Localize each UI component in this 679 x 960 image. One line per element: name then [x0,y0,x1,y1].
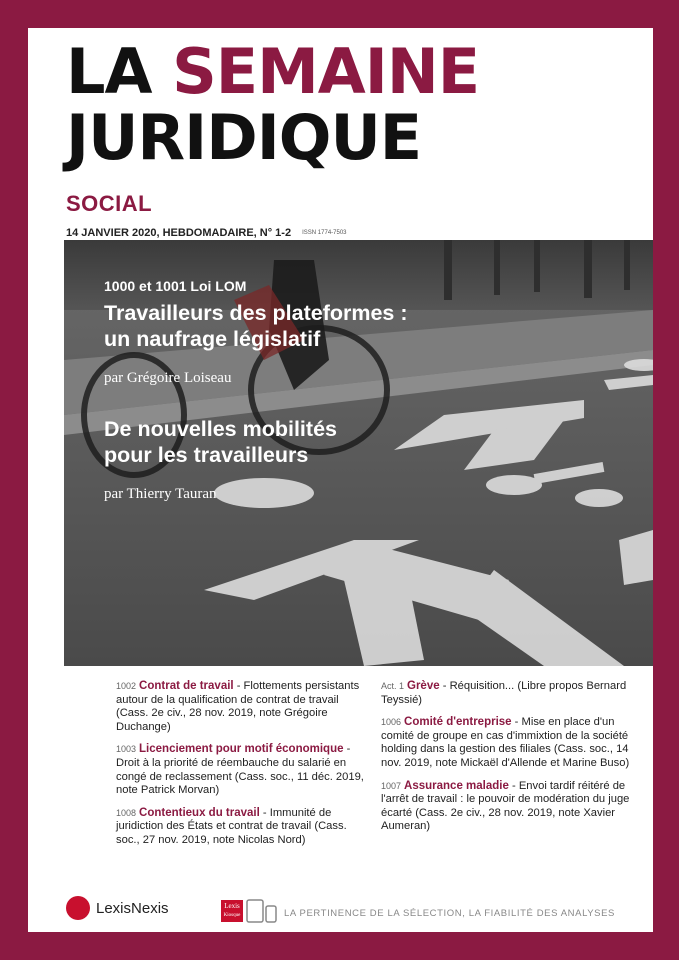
item-number: 1007 [381,780,402,791]
item-title: Grève [407,680,440,692]
footer-tagline: LA PERTINENCE DE LA SÉLECTION, LA FIABILITÉ DES ANALYSES [283,908,615,919]
item-number: Act. 1 [381,681,405,691]
lexis-kiosque-badge[interactable] [221,900,243,922]
item-title: Contentieux du travail [139,806,260,819]
devices-icon [246,899,278,923]
kiosk-label-2: Kiosque [223,913,241,918]
lexisnexis-logo-icon [66,896,90,920]
cover-photo [64,240,653,666]
item-number: 1006 [381,717,402,728]
summary-item[interactable] [381,780,631,834]
item-text: - Flottements persistants autour de la qualification de contrat de travail (Cass. 2e civ., 28 nov. 2019, note Grégoire Duchange) [116,680,360,733]
item-text: - Immunité de juridiction des États et contrat de travail (Cass. soc., 27 nov. 2019, note Nicolas Nord) [116,806,347,846]
cover-kicker: 1000 et 1001 Loi LOM [104,278,247,294]
title-juridique: JURIDIQUE [66,101,422,174]
tablet-icon [247,900,263,922]
brand-name: LexisNexis [96,899,169,917]
summary-column-right [381,680,631,843]
item-text: - Mise en place d'un comité de groupe en cas d'immixtion de la société holding dans la gestion des filiales (Cass. soc., 14 nov. 2019, note Mickaël d'Allende et Marine Buso) [381,716,630,769]
summary-item[interactable] [116,807,366,848]
masthead-title-line1 [66,35,480,108]
article1-author: par Grégoire Loiseau [104,370,232,386]
item-title: Licenciement pour motif économique [139,743,344,756]
item-number: 1002 [116,681,137,691]
item-title: Assurance maladie [404,779,509,792]
article2-title-line1: De nouvelles mobilités [104,417,337,441]
article1-title-line1: Travailleurs des plateformes : [104,301,408,325]
item-text: - Réquisition... (Libre propos Bernard Teyssié) [381,680,627,706]
summary-column-left [116,680,366,857]
article2-title[interactable] [104,416,337,468]
item-title: Contrat de travail [139,680,234,692]
article1-title[interactable] [104,300,408,352]
phone-icon [266,906,276,922]
article1-title-line2: un naufrage législatif [104,327,321,351]
lexisnexis-logo[interactable] [66,896,169,920]
summary-item[interactable] [116,743,366,797]
item-number: 1008 [116,807,137,818]
title-semaine: SEMAINE [172,35,480,108]
kiosk-label-1: Lexis [224,902,240,910]
article2-author: par Thierry Tauran [104,486,217,502]
article2-title-line2: pour les travailleurs [104,443,309,467]
issue-line [66,227,347,239]
item-title: Comité d'entreprise [404,716,512,729]
summary-item[interactable] [381,680,631,707]
item-number: 1003 [116,744,137,755]
item-text: - Droit à la priorité de réembauche du salarié en congé de reclassement (Cass. soc., 11 déc. 2019, note Patrick Morvan) [116,743,364,797]
cover-page [28,28,653,932]
issn: ISSN 1774-7503 [302,230,347,237]
item-text: - Envoi tardif réitéré de l'arrêt de travail : le pouvoir de modération du juge écarté (Cass. 2e civ., 28 nov. 2019, note Xavier Aumeran) [381,779,630,833]
summary-item[interactable] [116,680,366,734]
title-la: LA [66,35,152,108]
section-label: SOCIAL [66,191,153,216]
summary-item[interactable] [381,716,631,770]
issue-date: 14 JANVIER 2020, HEBDOMADAIRE, N° 1-2 [66,227,292,239]
